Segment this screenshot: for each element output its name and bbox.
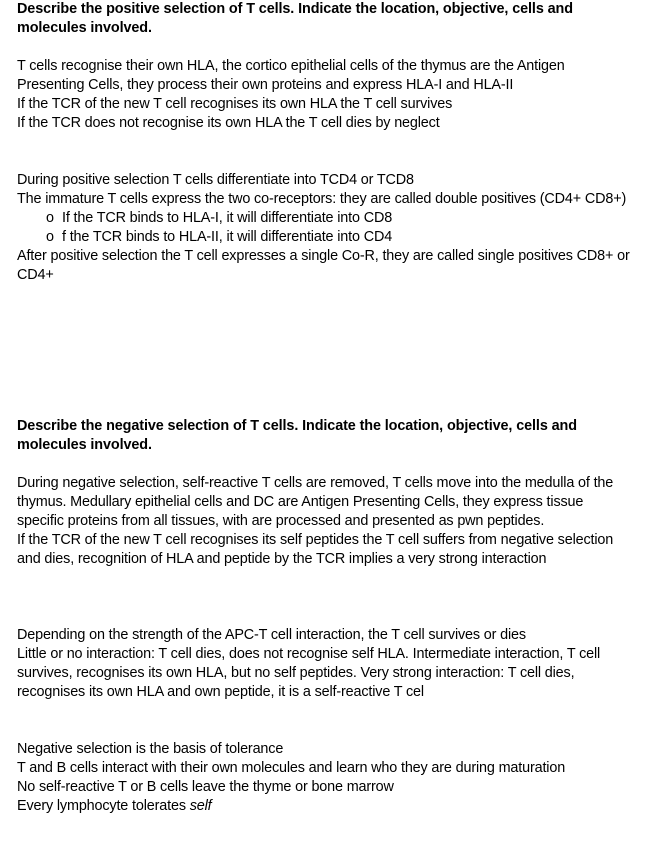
positive-selection-differentiation — [17, 171, 631, 285]
paragraph: Negative selection is the basis of tolerance — [17, 741, 284, 757]
paragraph: If the TCR of the new T cell recognises its own HLA the T cell survives — [17, 96, 453, 112]
italic-term: self — [189, 798, 212, 814]
section-heading: Describe the positive selection of T cells. Indicate the location, objective, cells and molecules involved. — [17, 1, 573, 36]
paragraph: No self-reactive T or B cells leave the thyme or bone marrow — [17, 779, 394, 795]
bullet-marker: o — [46, 229, 54, 245]
paragraph — [17, 797, 631, 816]
negative-selection-strength — [17, 626, 631, 702]
paragraph: The immature T cells express the two co-receptors: they are called double positives (CD4+ CD8+) — [17, 191, 627, 207]
list-item-text: f the TCR binds to HLA-II, it will differentiate into CD4 — [62, 229, 393, 245]
section-heading: Describe the negative selection of T cells. Indicate the location, objective, cells and molecules involved. — [17, 418, 577, 453]
negative-selection-body — [17, 474, 631, 569]
paragraph: During negative selection, self-reactive T cells are removed, T cells move into the medulla of the thymus. Medullary epithelial cells and DC are Antigen Presenting Cells, they express tissue specific proteins from all tissues, with are processed and presented as pwn peptides. — [17, 475, 614, 529]
negative-selection-tolerance — [17, 740, 631, 816]
paragraph: Depending on the strength of the APC-T cell interaction, the T cell survives or dies — [17, 627, 526, 643]
paragraph: If the TCR does not recognise its own HLA the T cell dies by neglect — [17, 115, 440, 131]
bullet-marker: o — [46, 210, 54, 226]
paragraph: T cells recognise their own HLA, the cortico epithelial cells of the thymus are the Antigen Presenting Cells, they process their own proteins and express HLA-I and HLA-II — [17, 58, 565, 93]
list-item-text: If the TCR binds to HLA-I, it will differentiate into CD8 — [62, 210, 393, 226]
paragraph-text: Every lymphocyte tolerates — [17, 798, 190, 814]
paragraph: During positive selection T cells differentiate into TCD4 or TCD8 — [17, 172, 414, 188]
paragraph: After positive selection the T cell expresses a single Co-R, they are called single positives CD8+ or CD4+ — [17, 248, 630, 283]
list-item — [17, 228, 631, 247]
paragraph: T and B cells interact with their own molecules and learn who they are during maturation — [17, 760, 566, 776]
section-positive-selection — [17, 0, 631, 38]
list-item — [17, 209, 631, 228]
section-negative-selection — [17, 417, 631, 455]
paragraph: Little or no interaction: T cell dies, does not recognise self HLA. Intermediate interaction, T cell survives, recognises its own HLA, but no self peptides. Very strong interaction: T cell dies, recognises its own HLA and own peptide, it is a self-reactive T cel — [17, 646, 601, 700]
paragraph: If the TCR of the new T cell recognises its self peptides the T cell suffers from negative selection and dies, recognition of HLA and peptide by the TCR implies a very strong interaction — [17, 532, 614, 567]
positive-selection-body — [17, 57, 631, 133]
